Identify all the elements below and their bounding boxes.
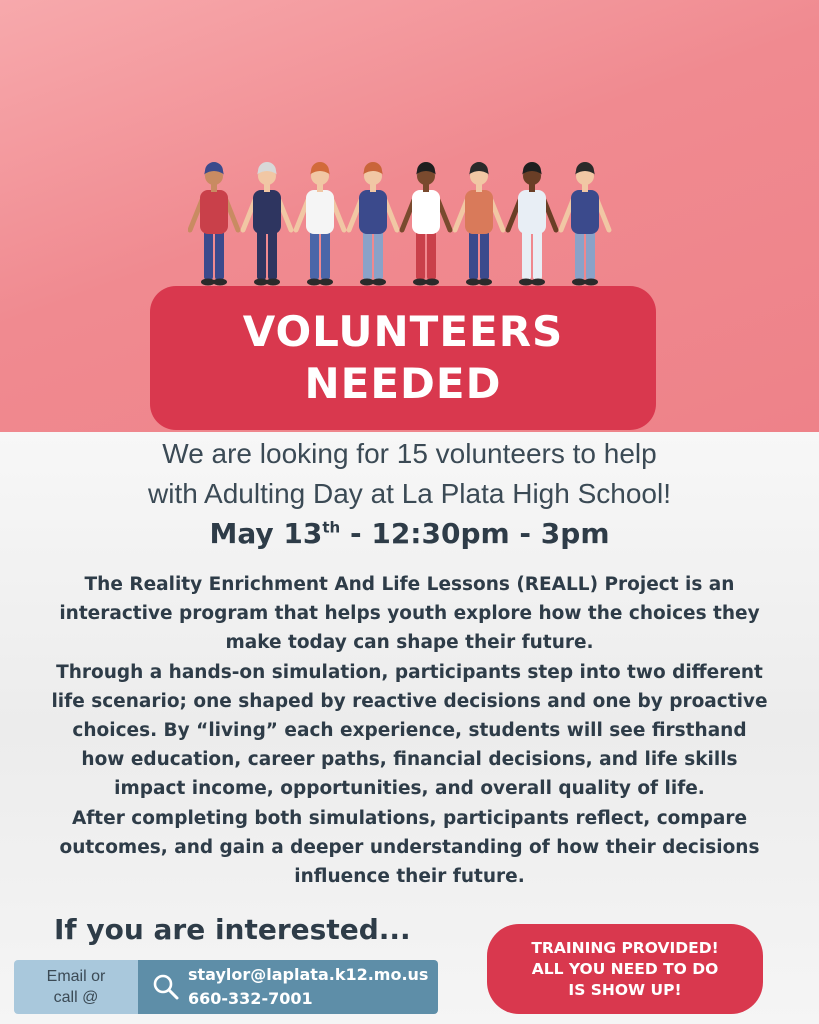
interested-heading: If you are interested... <box>54 913 411 946</box>
training-provided-badge <box>487 924 763 1014</box>
description-line: make today can shape their future. <box>225 632 594 654</box>
banner-title-line1: VOLUNTEERS <box>242 307 564 356</box>
contact-box <box>14 960 438 1014</box>
description-line: After completing both simulations, participants reflect, compare <box>71 807 748 829</box>
description-line: The Reality Enrichment And Life Lessons (REALL) Project is an <box>84 574 735 595</box>
training-line3: IS SHOW UP! <box>568 980 682 999</box>
description-line: outcomes, and gain a deeper understanding of how their decisions <box>59 836 760 858</box>
training-line1: TRAINING PROVIDED! <box>531 938 719 957</box>
date-ordinal-suffix: th <box>322 518 341 537</box>
people-holding-hands-illustration <box>188 160 618 288</box>
volunteers-needed-banner <box>150 286 656 430</box>
contact-info <box>138 960 438 1014</box>
intro-text <box>40 434 779 514</box>
contact-label <box>14 960 138 1014</box>
person-figure <box>243 162 291 286</box>
description-line: interactive program that helps youth explore how the choices they <box>59 603 760 625</box>
description-line: impact income, opportunities, and overall quality of life. <box>114 778 705 800</box>
person-figure <box>561 162 609 286</box>
event-date: May 13 <box>209 517 323 550</box>
person-figure <box>402 162 450 286</box>
person-figure <box>349 162 397 286</box>
program-description <box>30 570 789 891</box>
training-line2: ALL YOU NEED TO DO <box>531 959 719 978</box>
person-figure <box>455 162 503 285</box>
search-icon <box>152 973 180 1001</box>
person-figure <box>296 162 344 286</box>
description-line: life scenario; one shaped by reactive decisions and one by proactive <box>51 690 768 712</box>
contact-email-link[interactable]: staylor@laplata.k12.mo.us <box>188 965 429 984</box>
intro-line1: We are looking for 15 volunteers to help <box>162 438 657 469</box>
intro-line2: with Adulting Day at La Plata High School! <box>148 478 671 509</box>
contact-phone-link[interactable]: 660-332-7001 <box>188 989 313 1008</box>
event-time: - 12:30pm - 3pm <box>340 517 610 550</box>
contact-label-line1: Email or <box>46 968 106 985</box>
description-line: choices. By “living” each experience, students will see firsthand <box>72 720 747 742</box>
event-date-time <box>40 514 779 554</box>
person-figure <box>190 162 238 285</box>
person-figure <box>508 162 556 286</box>
description-line: how education, career paths, financial decisions, and life skills <box>81 749 738 771</box>
description-line: influence their future. <box>294 866 525 888</box>
banner-title-line2: NEEDED <box>304 359 502 408</box>
contact-label-line2: call @ <box>53 989 99 1006</box>
description-line: Through a hands-on simulation, participants step into two different <box>56 661 763 683</box>
